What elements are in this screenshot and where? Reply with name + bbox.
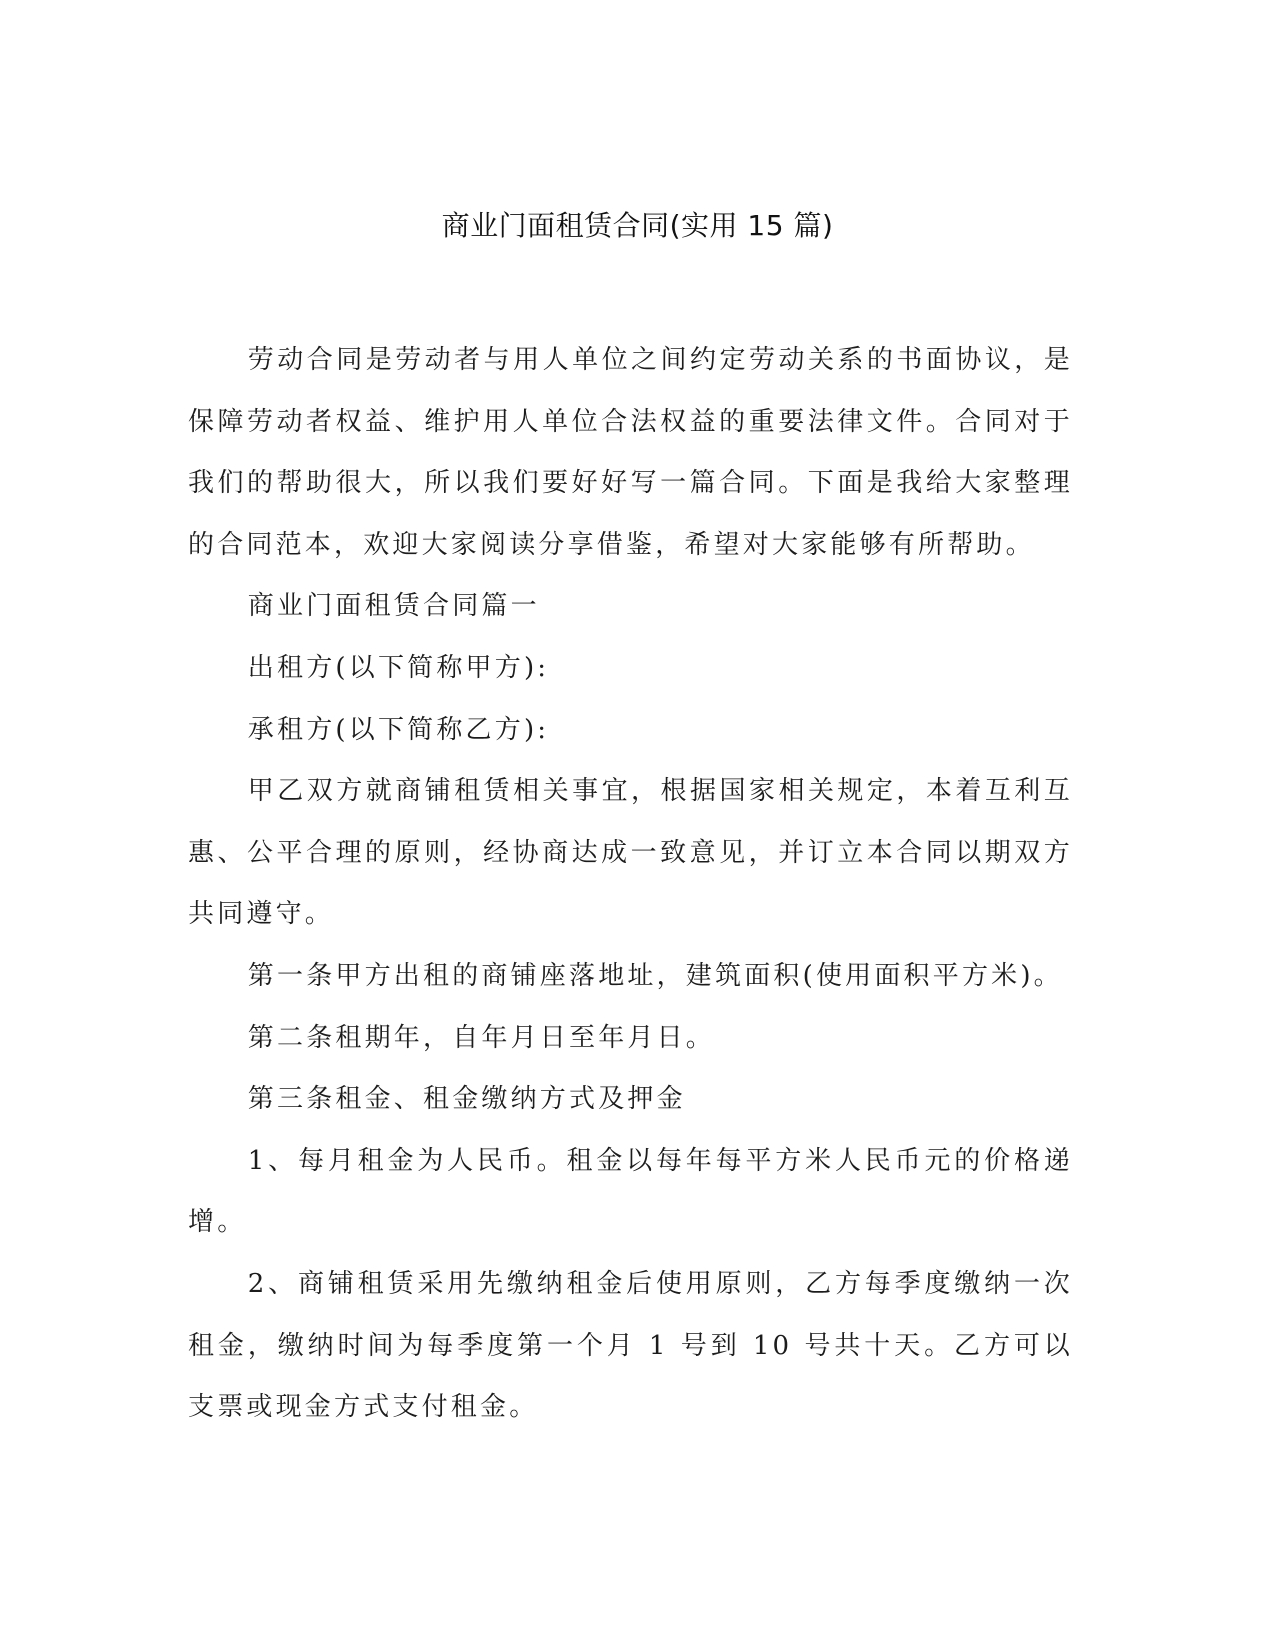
- section-heading: 商业门面租赁合同篇一: [247, 591, 540, 622]
- clause-1: 1、每月租金为人民币。租金以每年每平方米人民币元的价格递增。: [188, 1145, 1073, 1238]
- article-3-heading: 第三条租金、租金缴纳方式及押金: [247, 1084, 686, 1115]
- intro-paragraph: 劳动合同是劳动者与用人单位之间约定劳动关系的书面协议，是保障劳动者权益、维护用人单位合法权益的重要法律文件。合同对于我们的帮助很大，所以我们要好好写一篇合同。下面是我给大家整理的合同范本，欢迎大家阅读分享借鉴，希望对大家能够有所帮助。: [188, 345, 1073, 560]
- lessor-line: 出租方(以下简称甲方):: [247, 652, 550, 683]
- article-1: 第一条甲方出租的商铺座落地址，建筑面积(使用面积平方米)。: [247, 960, 1063, 991]
- document-body: [188, 330, 1073, 1439]
- lessee-line: 承租方(以下简称乙方):: [247, 714, 550, 745]
- preamble-paragraph: 甲乙双方就商铺租赁相关事宜，根据国家相关规定，本着互利互惠、公平合理的原则，经协商达成一致意见，并订立本合同以期双方共同遵守。: [188, 776, 1073, 930]
- article-2: 第二条租期年，自年月日至年月日。: [247, 1022, 715, 1053]
- clause-2: 2、商铺租赁采用先缴纳租金后使用原则，乙方每季度缴纳一次租金，缴纳时间为每季度第一个月 1 号到 10 号共十天。乙方可以支票或现金方式支付租金。: [188, 1268, 1073, 1423]
- document-title: 商业门面租赁合同(实用 15 篇): [441, 209, 834, 242]
